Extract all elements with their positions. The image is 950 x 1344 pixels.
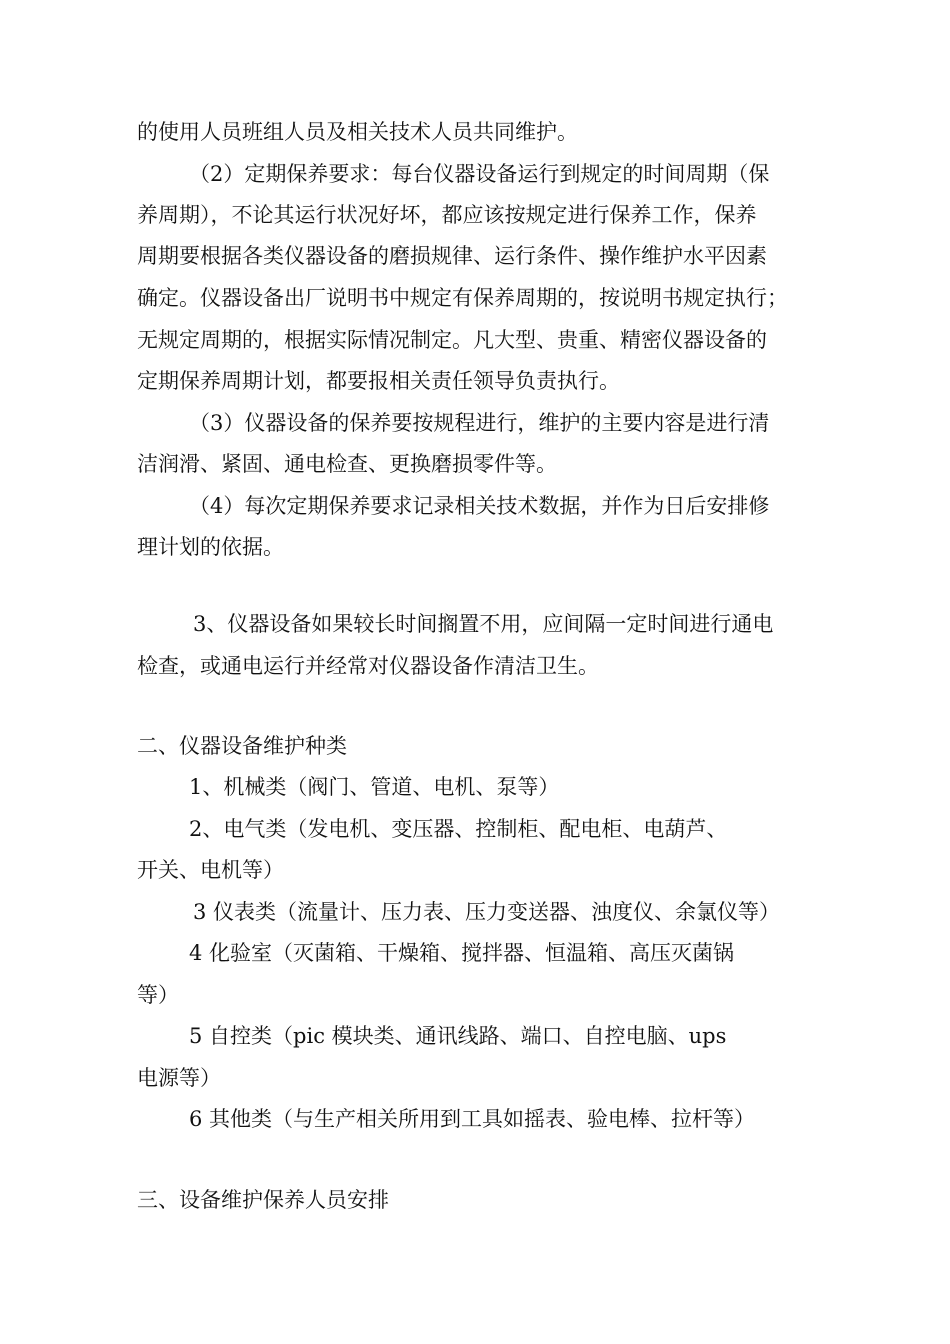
list-item: 1、机械类（阀门、管道、电机、泵等）: [189, 775, 560, 799]
paragraph-line: 的使用人员班组人员及相关技术人员共同维护。: [137, 120, 578, 144]
list-item: 3 仪表类（流量计、压力表、压力变送器、浊度仪、余氯仪等）: [193, 900, 781, 924]
paragraph-line: （2）定期保养要求：每台仪器设备运行到规定的时间周期（保: [189, 162, 770, 186]
paragraph-line: 定期保养周期计划，都要报相关责任领导负责执行。: [137, 369, 620, 393]
paragraph-line: （4）每次定期保养要求记录相关技术数据，并作为日后安排修: [189, 494, 770, 518]
paragraph-line: 3、仪器设备如果较长时间搁置不用，应间隔一定时间进行通电: [193, 612, 774, 636]
list-item: 2、电气类（发电机、变压器、控制柜、配电柜、电葫芦、: [189, 817, 728, 841]
paragraph-line: 周期要根据各类仪器设备的磨损规律、运行条件、操作维护水平因素: [137, 244, 767, 268]
section-heading: 二、仪器设备维护种类: [137, 734, 347, 758]
paragraph-line: 养周期），不论其运行状况好坏，都应该按规定进行保养工作，保养: [137, 203, 757, 227]
list-item-continuation: 等）: [137, 983, 179, 1007]
paragraph-line: 洁润滑、紧固、通电检查、更换磨损零件等。: [137, 452, 557, 476]
list-item-continuation: 开关、电机等）: [137, 858, 284, 882]
list-item: 4 化验室（灭菌箱、干燥箱、搅拌器、恒温箱、高压灭菌锅: [189, 941, 735, 965]
section-heading: 三、设备维护保养人员安排: [137, 1188, 389, 1212]
list-item: 6 其他类（与生产相关所用到工具如摇表、验电棒、拉杆等）: [189, 1107, 756, 1131]
paragraph-line: 确定。仪器设备出厂说明书中规定有保养周期的，按说明书规定执行；: [137, 286, 788, 310]
paragraph-line: （3）仪器设备的保养要按规程进行，维护的主要内容是进行清: [189, 411, 770, 435]
paragraph-line: 理计划的依据。: [137, 535, 284, 559]
list-item-continuation: 电源等）: [137, 1066, 221, 1090]
list-item: 5 自控类（pic 模块类、通讯线路、端口、自控电脑、ups: [189, 1024, 727, 1048]
paragraph-line: 无规定周期的，根据实际情况制定。凡大型、贵重、精密仪器设备的: [137, 328, 767, 352]
paragraph-line: 检查，或通电运行并经常对仪器设备作清洁卫生。: [137, 654, 599, 678]
